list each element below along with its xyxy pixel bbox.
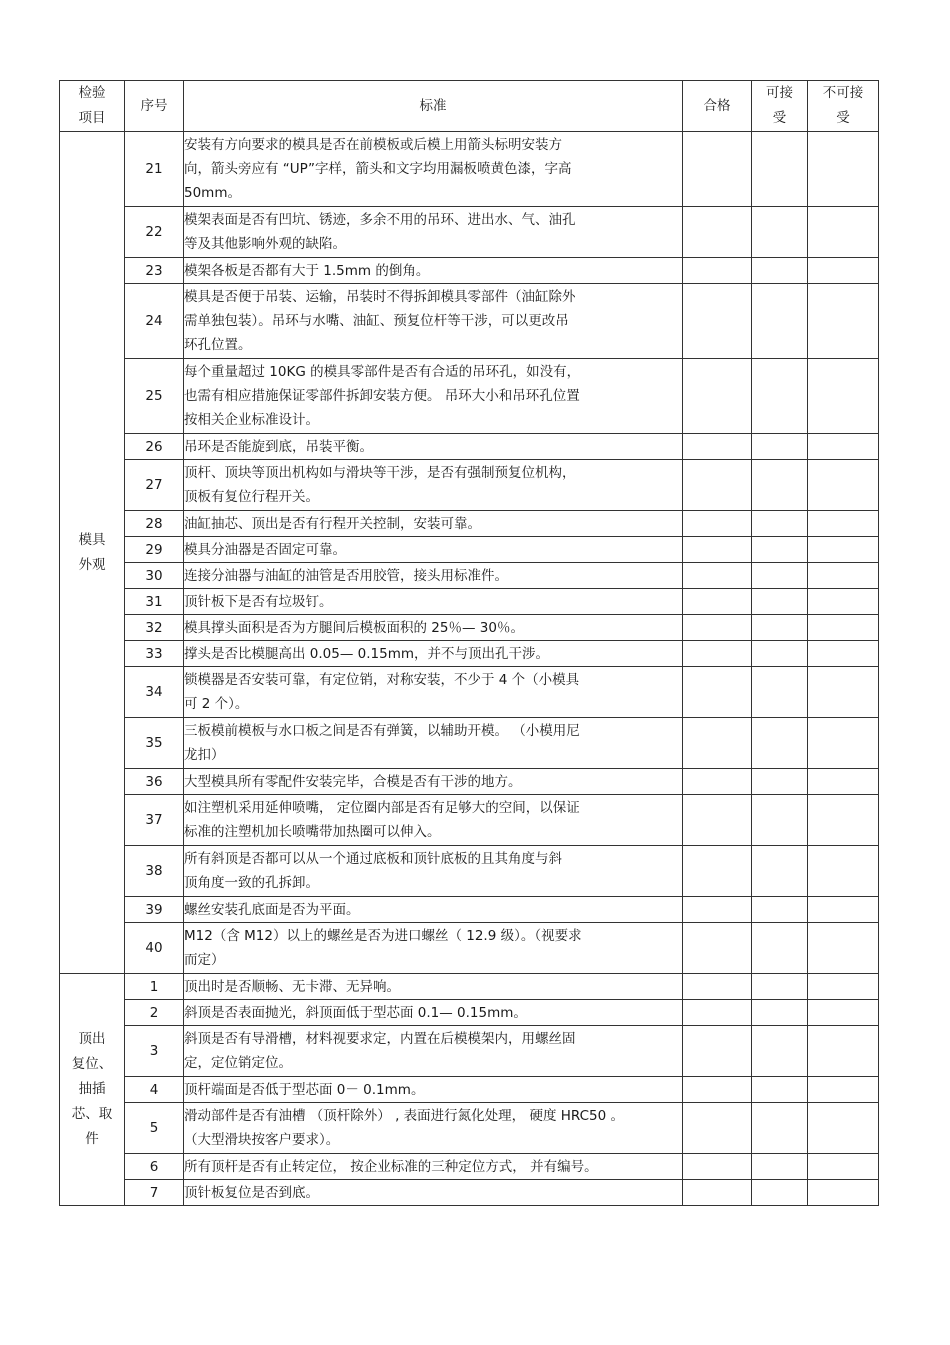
acceptable-check-cell[interactable] [752,359,808,434]
standard-cell: 顶针板下是否有垃圾钉。 [184,589,683,615]
seq-cell: 31 [125,589,184,615]
standard-cell: 三板模前模板与水口板之间是否有弹簧，以辅助开模。 （小模用尼 龙扣） [184,718,683,769]
table-row [60,589,879,615]
pass-check-cell[interactable] [683,511,752,537]
standard-cell: 所有顶杆是否有止转定位， 按企业标准的三种定位方式， 并有编号。 [184,1154,683,1180]
seq-cell: 34 [125,667,184,718]
pass-check-cell[interactable] [683,258,752,284]
unacceptable-check-cell[interactable] [808,284,879,359]
acceptable-check-cell[interactable] [752,615,808,641]
acceptable-check-cell[interactable] [752,589,808,615]
standard-cell: 模具是否便于吊装、运输，吊装时不得拆卸模具零部件（油缸除外 需单独包装）。吊环与水嘴、油缸、预复位杆等干涉，可以更改吊 环孔位置。 [184,284,683,359]
table-row [60,258,879,284]
table-row [60,1000,879,1026]
acceptable-check-cell[interactable] [752,769,808,795]
unacceptable-check-cell[interactable] [808,511,879,537]
table-row [60,207,879,258]
acceptable-check-cell[interactable] [752,667,808,718]
acceptable-check-cell[interactable] [752,795,808,846]
acceptable-check-cell[interactable] [752,974,808,1000]
standard-cell: 撑头是否比模腿高出 0.05— 0.15mm，并不与顶出孔干涉。 [184,641,683,667]
acceptable-check-cell[interactable] [752,846,808,897]
standard-cell: 顶杆端面是否低于型芯面 0－ 0.1mm。 [184,1077,683,1103]
pass-check-cell[interactable] [683,132,752,207]
standard-cell: 斜顶是否表面抛光，斜顶面低于型芯面 0.1— 0.15mm。 [184,1000,683,1026]
pass-check-cell[interactable] [683,769,752,795]
standard-cell: 所有斜顶是否都可以从一个通过底板和顶针底板的且其角度与斜 顶角度一致的孔拆卸。 [184,846,683,897]
seq-cell: 30 [125,563,184,589]
seq-cell: 27 [125,460,184,511]
pass-check-cell[interactable] [683,667,752,718]
acceptable-check-cell[interactable] [752,563,808,589]
pass-check-cell[interactable] [683,563,752,589]
pass-check-cell[interactable] [683,974,752,1000]
unacceptable-check-cell[interactable] [808,667,879,718]
standard-cell: 如注塑机采用延伸喷嘴， 定位圈内部是否有足够大的空间，以保证 标准的注塑机加长喷嘴带加热圈可以伸入。 [184,795,683,846]
pass-check-cell[interactable] [683,1154,752,1180]
unacceptable-check-cell[interactable] [808,207,879,258]
standard-cell: 螺丝安装孔底面是否为平面。 [184,897,683,923]
unacceptable-check-cell[interactable] [808,589,879,615]
unacceptable-check-cell[interactable] [808,1000,879,1026]
unacceptable-check-cell[interactable] [808,1154,879,1180]
seq-cell: 36 [125,769,184,795]
table-row [60,846,879,897]
acceptable-check-cell[interactable] [752,1180,808,1206]
seq-cell: 28 [125,511,184,537]
table-row [60,1103,879,1154]
acceptable-check-cell[interactable] [752,434,808,460]
table-row [60,718,879,769]
seq-cell: 1 [125,974,184,1000]
table-row [60,641,879,667]
seq-cell: 5 [125,1103,184,1154]
seq-cell: 7 [125,1180,184,1206]
header-unacceptable: 不可接 受 [808,81,879,132]
header-standard: 标准 [184,81,683,132]
standard-cell: 模架各板是否都有大于 1.5mm 的倒角。 [184,258,683,284]
unacceptable-check-cell[interactable] [808,563,879,589]
pass-check-cell[interactable] [683,589,752,615]
pass-check-cell[interactable] [683,1000,752,1026]
acceptable-check-cell[interactable] [752,132,808,207]
unacceptable-check-cell[interactable] [808,1103,879,1154]
table-row [60,434,879,460]
table-row [60,1154,879,1180]
seq-cell: 4 [125,1077,184,1103]
acceptable-check-cell[interactable] [752,1154,808,1180]
table-row [60,667,879,718]
table-row [60,537,879,563]
standard-cell: 吊环是否能旋到底，吊装平衡。 [184,434,683,460]
acceptable-check-cell[interactable] [752,1000,808,1026]
pass-check-cell[interactable] [683,1026,752,1077]
pass-check-cell[interactable] [683,1103,752,1154]
acceptable-check-cell[interactable] [752,207,808,258]
pass-check-cell[interactable] [683,923,752,974]
unacceptable-check-cell[interactable] [808,460,879,511]
standard-cell: 模具撑头面积是否为方腿间后模板面积的 25％— 30％。 [184,615,683,641]
pass-check-cell[interactable] [683,615,752,641]
table-row [60,974,879,1000]
seq-cell: 24 [125,284,184,359]
pass-check-cell[interactable] [683,795,752,846]
acceptable-check-cell[interactable] [752,923,808,974]
unacceptable-check-cell[interactable] [808,1077,879,1103]
acceptable-check-cell[interactable] [752,897,808,923]
table-row [60,511,879,537]
unacceptable-check-cell[interactable] [808,434,879,460]
acceptable-check-cell[interactable] [752,258,808,284]
pass-check-cell[interactable] [683,207,752,258]
table-row [60,1180,879,1206]
table-row [60,897,879,923]
table-row [60,1077,879,1103]
table-row [60,923,879,974]
pass-check-cell[interactable] [683,641,752,667]
header-pass: 合格 [683,81,752,132]
unacceptable-check-cell[interactable] [808,897,879,923]
acceptable-check-cell[interactable] [752,718,808,769]
standard-cell: M12（含 M12）以上的螺丝是否为进口螺丝（ 12.9 级）。（视要求 而定） [184,923,683,974]
seq-cell: 22 [125,207,184,258]
standard-cell: 顶出时是否顺畅、无卡滞、无异响。 [184,974,683,1000]
pass-check-cell[interactable] [683,846,752,897]
acceptable-check-cell[interactable] [752,460,808,511]
unacceptable-check-cell[interactable] [808,132,879,207]
pass-check-cell[interactable] [683,897,752,923]
acceptable-check-cell[interactable] [752,1103,808,1154]
unacceptable-check-cell[interactable] [808,718,879,769]
category-cell: 顶出 复位、 抽插 芯、取 件 [60,974,125,1206]
pass-check-cell[interactable] [683,1180,752,1206]
pass-check-cell[interactable] [683,434,752,460]
seq-cell: 21 [125,132,184,207]
seq-cell: 6 [125,1154,184,1180]
unacceptable-check-cell[interactable] [808,537,879,563]
unacceptable-check-cell[interactable] [808,974,879,1000]
seq-cell: 32 [125,615,184,641]
unacceptable-check-cell[interactable] [808,1180,879,1206]
seq-cell: 40 [125,923,184,974]
standard-cell: 锁模器是否安装可靠，有定位销，对称安装，不少于 4 个（小模具 可 2 个）。 [184,667,683,718]
unacceptable-check-cell[interactable] [808,795,879,846]
seq-cell: 39 [125,897,184,923]
table-row [60,1026,879,1077]
seq-cell: 25 [125,359,184,434]
pass-check-cell[interactable] [683,460,752,511]
header-seq: 序号 [125,81,184,132]
acceptable-check-cell[interactable] [752,511,808,537]
seq-cell: 29 [125,537,184,563]
pass-check-cell[interactable] [683,718,752,769]
table-header-row [60,81,879,132]
standard-cell: 顶杆、顶块等顶出机构如与滑块等干涉，是否有强制预复位机构， 顶板有复位行程开关。 [184,460,683,511]
table-row [60,460,879,511]
seq-cell: 35 [125,718,184,769]
standard-cell: 斜顶是否有导滑槽，材料视要求定，内置在后模模架内，用螺丝固 定，定位销定位。 [184,1026,683,1077]
table-row [60,563,879,589]
seq-cell: 2 [125,1000,184,1026]
standard-cell: 每个重量超过 10KG 的模具零部件是否有合适的吊环孔，如没有， 也需有相应措施保证零部件拆卸安装方便。 吊环大小和吊环孔位置 按相关企业标准设计。 [184,359,683,434]
table-row [60,769,879,795]
category-cell: 模具 外观 [60,132,125,974]
pass-check-cell[interactable] [683,359,752,434]
unacceptable-check-cell[interactable] [808,641,879,667]
table-row [60,359,879,434]
table-row [60,132,879,207]
standard-cell: 连接分油器与油缸的油管是否用胶管，接头用标准件。 [184,563,683,589]
standard-cell: 油缸抽芯、顶出是否有行程开关控制，安装可靠。 [184,511,683,537]
seq-cell: 33 [125,641,184,667]
inspection-table [59,80,879,1206]
acceptable-check-cell[interactable] [752,1026,808,1077]
unacceptable-check-cell[interactable] [808,615,879,641]
standard-cell: 模具分油器是否固定可靠。 [184,537,683,563]
seq-cell: 23 [125,258,184,284]
standard-cell: 滑动部件是否有油槽 （顶杆除外） , 表面进行氮化处理， 硬度 HRC50 。 （大型滑块按客户要求）。 [184,1103,683,1154]
table-row [60,615,879,641]
table-row [60,795,879,846]
pass-check-cell[interactable] [683,1077,752,1103]
acceptable-check-cell[interactable] [752,537,808,563]
seq-cell: 3 [125,1026,184,1077]
pass-check-cell[interactable] [683,284,752,359]
acceptable-check-cell[interactable] [752,284,808,359]
standard-cell: 安装有方向要求的模具是否在前模板或后模上用箭头标明安装方 向，箭头旁应有 “UP”字样，箭头和文字均用漏板喷黄色漆，字高 50mm。 [184,132,683,207]
unacceptable-check-cell[interactable] [808,846,879,897]
unacceptable-check-cell[interactable] [808,923,879,974]
unacceptable-check-cell[interactable] [808,359,879,434]
header-item: 检验 项目 [60,81,125,132]
unacceptable-check-cell[interactable] [808,769,879,795]
unacceptable-check-cell[interactable] [808,1026,879,1077]
standard-cell: 模架表面是否有凹坑、锈迹，多余不用的吊环、进出水、气、油孔 等及其他影响外观的缺陷。 [184,207,683,258]
seq-cell: 38 [125,846,184,897]
standard-cell: 顶针板复位是否到底。 [184,1180,683,1206]
seq-cell: 37 [125,795,184,846]
seq-cell: 26 [125,434,184,460]
acceptable-check-cell[interactable] [752,1077,808,1103]
header-acceptable: 可接 受 [752,81,808,132]
standard-cell: 大型模具所有零配件安装完毕，合模是否有干涉的地方。 [184,769,683,795]
table-row [60,284,879,359]
acceptable-check-cell[interactable] [752,641,808,667]
unacceptable-check-cell[interactable] [808,258,879,284]
pass-check-cell[interactable] [683,537,752,563]
